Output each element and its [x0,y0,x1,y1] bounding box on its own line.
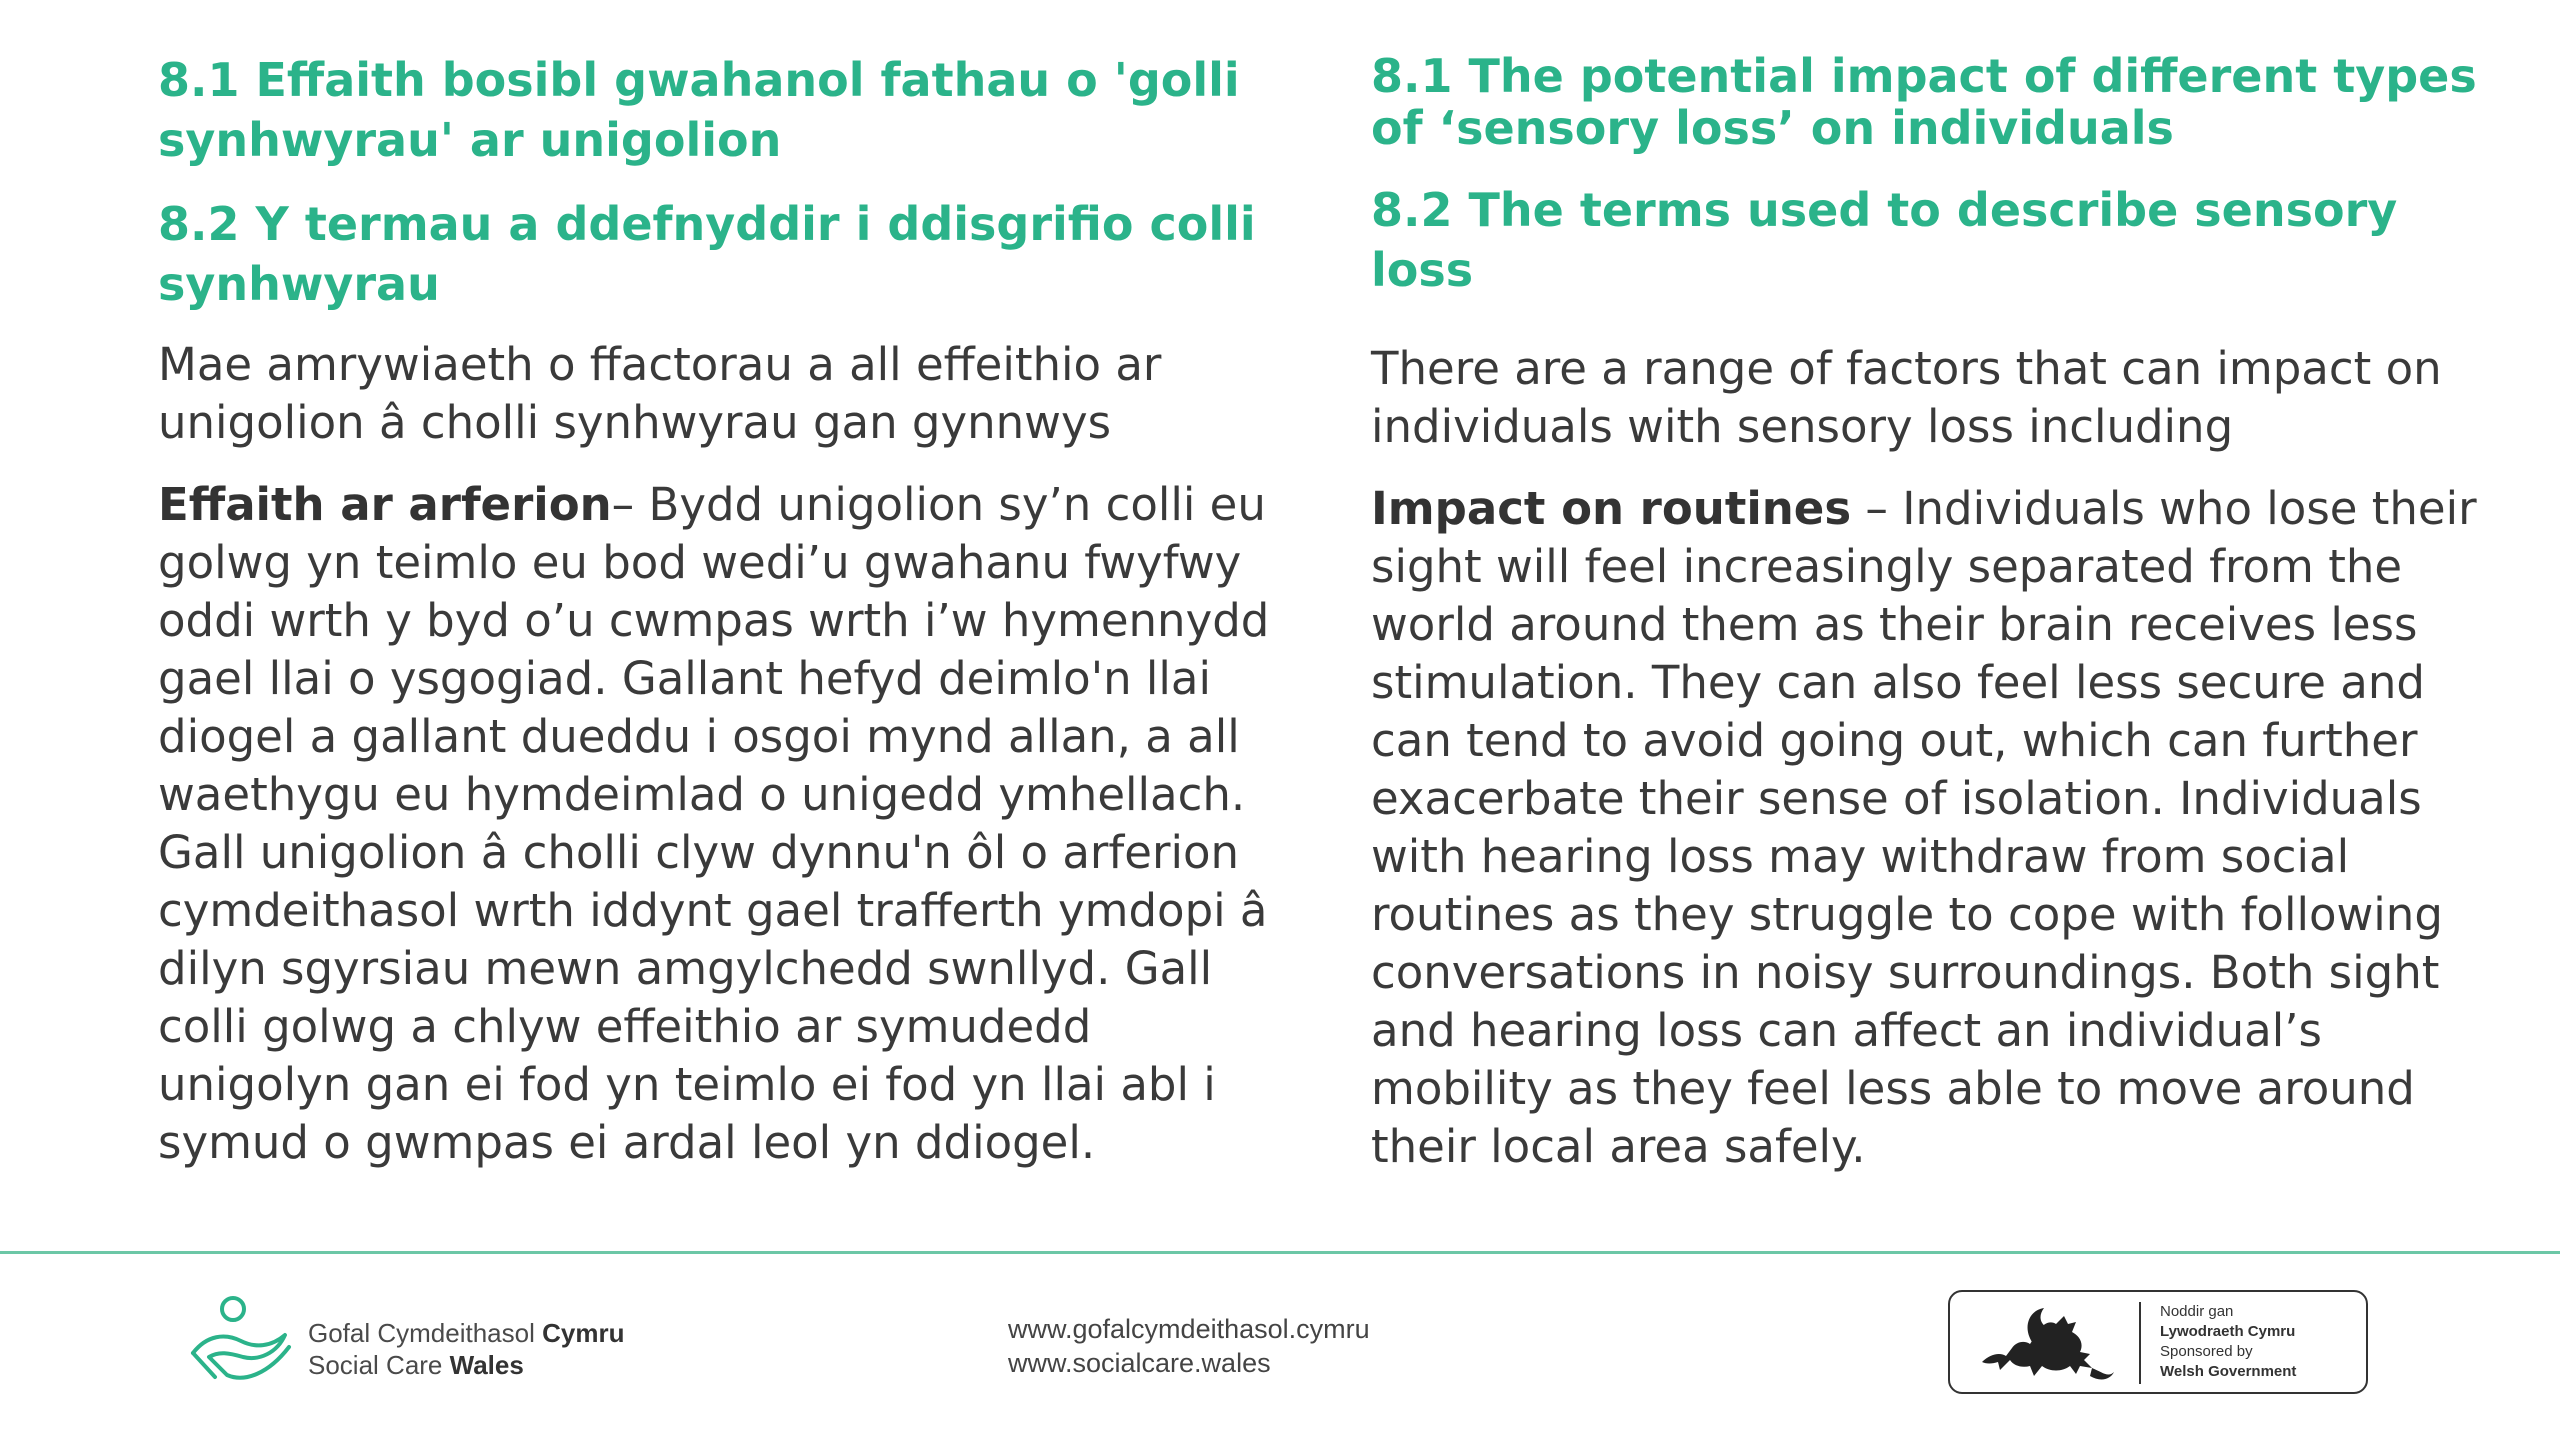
footer-divider [0,1251,2560,1254]
welsh-heading-8-1: 8.1 Effaith bosibl gwahanol fathau o 'golli synhwyrau' ar unigolion [158,53,1240,167]
badge-separator [2139,1302,2141,1384]
url-english-link[interactable]: www.socialcare.wales [1008,1348,1271,1378]
social-care-wales-logo-icon [185,1295,297,1385]
english-intro: There are a range of factors that can impact on individuals with sensory loss including [1371,342,2442,453]
badge-line-1: Noddir gan [2160,1303,2234,1320]
footer-urls [1008,1312,1370,1380]
welsh-heading-8-2: 8.2 Y termau a ddefnyddir i ddisgrifio colli synhwyrau [158,197,1256,311]
badge-line-3: Sponsored by [2160,1343,2253,1360]
english-column [1371,49,2491,1173]
welsh-government-badge [1948,1290,2368,1394]
social-care-wales-logo [185,1295,725,1395]
welsh-column [158,50,1278,1172]
welsh-dragon-icon [1972,1302,2122,1386]
english-body-label: Impact on routines [1371,482,1852,535]
welsh-body-label: Effaith ar arferion [158,478,612,531]
english-body-text: – Individuals who lose their sight will feel increasingly separated from the world around them as their brain receives less stimulation. They can also feel less secure and can tend to avoid going out, which can further exacerbate their sense of isolation. Individuals with hearing loss may withdraw from social routines as they struggle to cope with following conversations in noisy surroundings. Both sight and hearing loss can affect an individual’s mobility as they feel less able to move around their local area safely. [1371,482,2477,1173]
logo-text [308,1317,624,1381]
logo-line-welsh: Gofal Cymdeithasol Cymru [308,1318,625,1348]
badge-line-4: Welsh Government [2160,1363,2297,1380]
welsh-body [158,476,1278,1172]
badge-text [2160,1302,2296,1382]
english-heading-8-1: 8.1 The potential impact of different types of ‘sensory loss’ on individuals [1371,49,2477,155]
welsh-body-text: – Bydd unigolion sy’n colli eu golwg yn teimlo eu bod wedi’u gwahanu fwyfwy oddi wrth y byd o’u cwmpas wrth i’w hymennydd gael llai o ysgogiad. Gallant hefyd deimlo'n llai diogel a gallant dueddu i osgoi mynd allan, a all waethygu eu hymdeimlad o unigedd ymhellach. Gall unigolion â cholli clyw dynnu'n ôl o arferion cymdeithasol wrth iddynt gael trafferth ymdopi â dilyn sgyrsiau mewn amgylchedd swnllyd. Gall colli golwg a chlyw effeithio ar symudedd unigolyn gan ei fod yn teimlo ei fod yn llai abl i symud o gwmpas ei ardal leol yn ddiogel. [158,478,1270,1169]
badge-line-2: Lywodraeth Cymru [2160,1323,2296,1340]
english-heading-8-2: 8.2 The terms used to describe sensory loss [1371,183,2398,297]
english-body [1371,480,2491,1176]
url-welsh-link[interactable]: www.gofalcymdeithasol.cymru [1008,1314,1370,1344]
logo-line-english: Social Care Wales [308,1350,524,1380]
welsh-intro: Mae amrywiaeth o ffactorau a all effeithio ar unigolion â cholli synhwyrau gan gynnwys [158,338,1162,449]
